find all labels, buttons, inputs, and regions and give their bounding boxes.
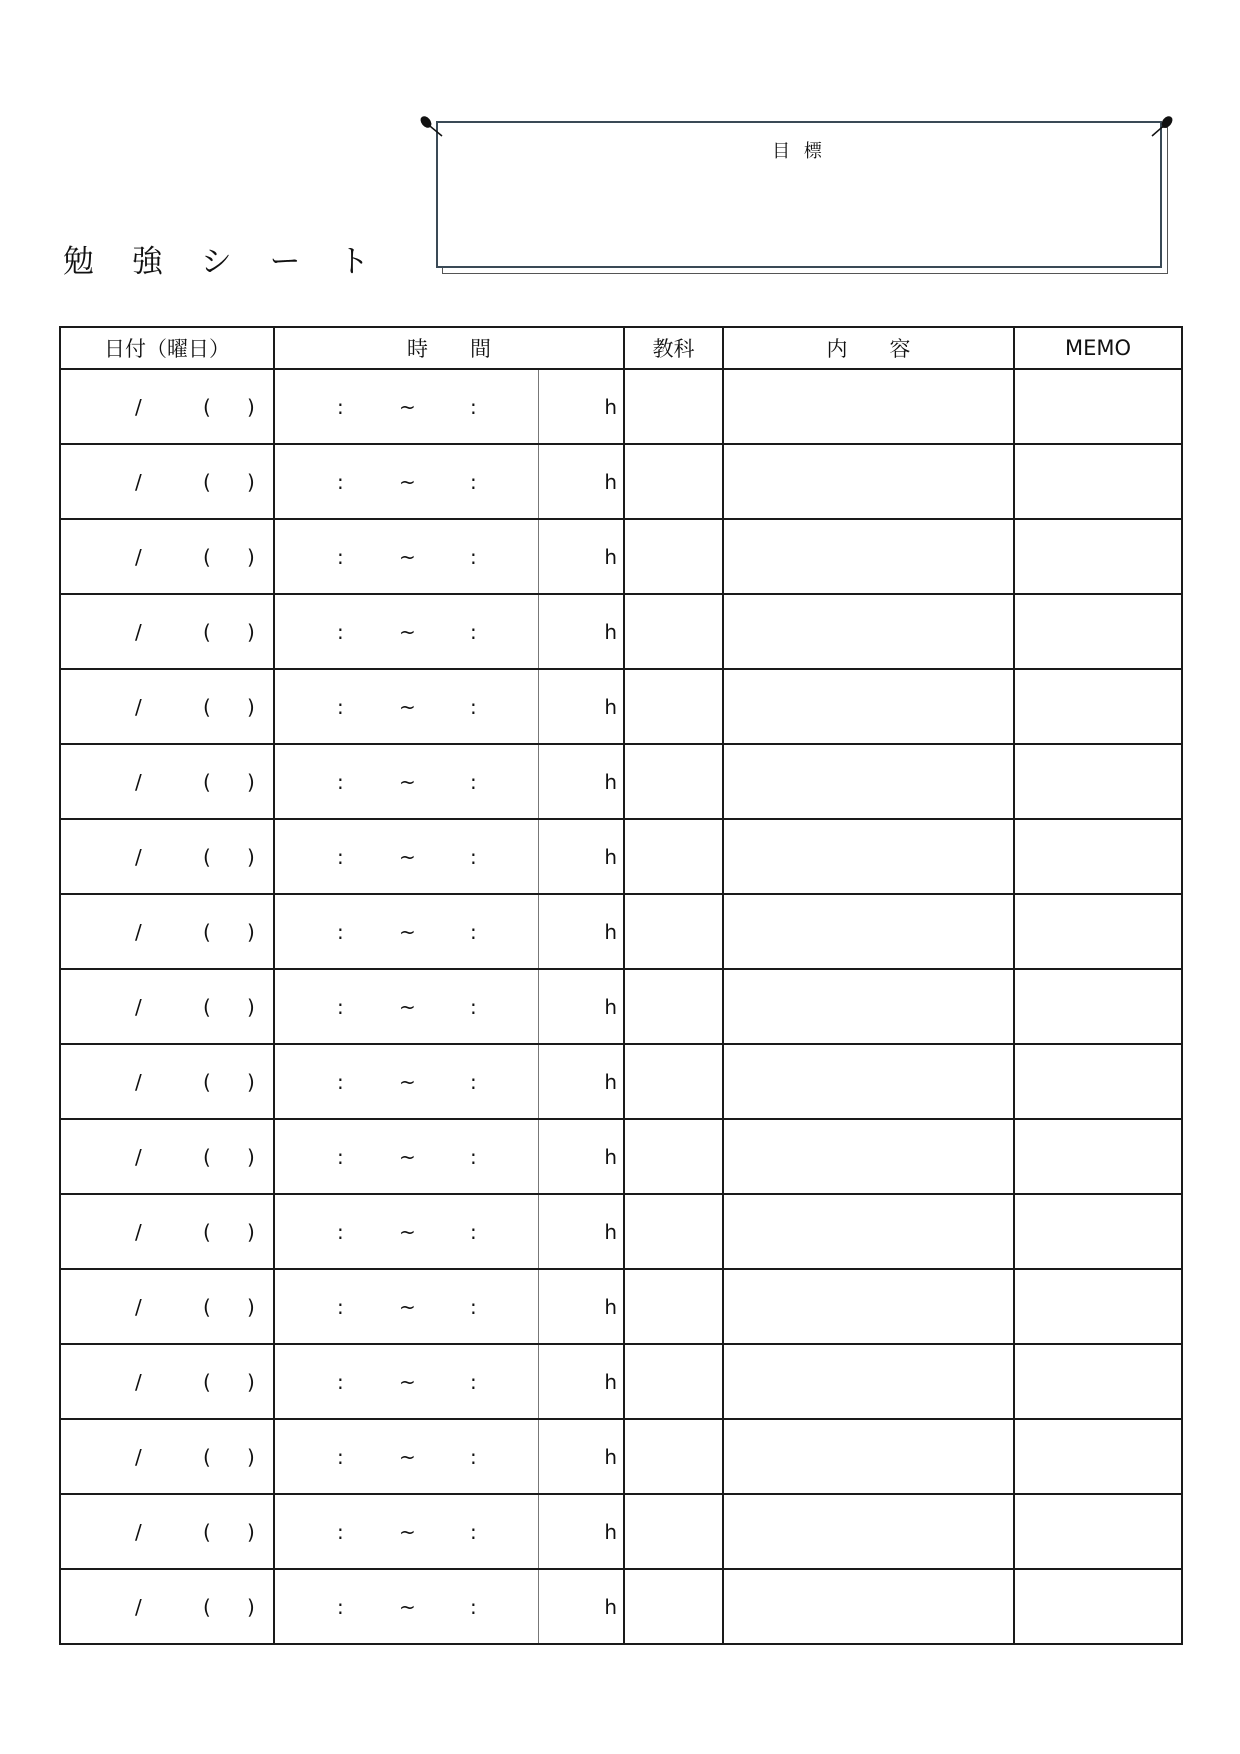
weekday-open-paren: (	[203, 469, 211, 494]
time-tilde: ~	[399, 1144, 416, 1169]
end-time-colon: :	[470, 1219, 477, 1244]
weekday-open-paren: (	[203, 1594, 211, 1619]
date-slash: /	[135, 394, 142, 419]
time-range-cell[interactable]	[274, 1269, 538, 1344]
end-time-colon: :	[470, 1519, 477, 1544]
date-cell[interactable]	[60, 1119, 274, 1194]
memo-cell[interactable]	[1014, 894, 1182, 969]
subject-cell[interactable]	[624, 1269, 723, 1344]
date-cell[interactable]	[60, 1344, 274, 1419]
memo-cell[interactable]	[1014, 744, 1182, 819]
weekday-open-paren: (	[203, 544, 211, 569]
weekday-close-paren: )	[247, 1519, 255, 1544]
content-cell[interactable]	[723, 444, 1014, 519]
hours-cell[interactable]	[538, 819, 624, 894]
hours-cell[interactable]	[538, 1419, 624, 1494]
date-cell[interactable]	[60, 519, 274, 594]
end-time-colon: :	[470, 844, 477, 869]
date-slash: /	[135, 1369, 142, 1394]
weekday-close-paren: )	[247, 1294, 255, 1319]
hours-cell[interactable]	[538, 1344, 624, 1419]
date-slash: /	[135, 769, 142, 794]
content-cell[interactable]	[723, 1269, 1014, 1344]
hours-unit: h	[604, 694, 617, 719]
pin-left-icon	[418, 114, 442, 136]
content-cell[interactable]	[723, 1494, 1014, 1569]
subject-cell[interactable]	[624, 369, 723, 444]
time-tilde: ~	[399, 1594, 416, 1619]
subject-cell[interactable]	[624, 1344, 723, 1419]
hours-cell[interactable]	[538, 1569, 624, 1644]
start-time-colon: :	[337, 1219, 344, 1244]
subject-cell[interactable]	[624, 1419, 723, 1494]
date-cell[interactable]	[60, 1044, 274, 1119]
weekday-close-paren: )	[247, 1594, 255, 1619]
content-cell[interactable]	[723, 1119, 1014, 1194]
date-slash: /	[135, 544, 142, 569]
memo-cell[interactable]	[1014, 1119, 1182, 1194]
content-cell[interactable]	[723, 519, 1014, 594]
table-row	[60, 969, 1182, 1044]
subject-cell[interactable]	[624, 819, 723, 894]
hours-unit: h	[604, 919, 617, 944]
weekday-open-paren: (	[203, 1369, 211, 1394]
hours-unit: h	[604, 844, 617, 869]
content-cell[interactable]	[723, 1419, 1014, 1494]
weekday-open-paren: (	[203, 1069, 211, 1094]
hours-unit: h	[604, 994, 617, 1019]
table-row	[60, 1194, 1182, 1269]
time-range-cell[interactable]	[274, 1119, 538, 1194]
hours-cell[interactable]	[538, 519, 624, 594]
start-time-colon: :	[337, 994, 344, 1019]
hours-cell[interactable]	[538, 1044, 624, 1119]
time-range-cell[interactable]	[274, 1044, 538, 1119]
content-cell[interactable]	[723, 1194, 1014, 1269]
date-cell[interactable]	[60, 669, 274, 744]
hours-unit: h	[604, 1219, 617, 1244]
weekday-close-paren: )	[247, 544, 255, 569]
time-range-cell[interactable]	[274, 1344, 538, 1419]
weekday-open-paren: (	[203, 694, 211, 719]
content-cell[interactable]	[723, 744, 1014, 819]
table-row	[60, 519, 1182, 594]
header-subject: 教科	[624, 327, 723, 369]
header-content: 内 容	[723, 327, 1014, 369]
date-cell[interactable]	[60, 369, 274, 444]
table-row	[60, 819, 1182, 894]
start-time-colon: :	[337, 1294, 344, 1319]
weekday-close-paren: )	[247, 694, 255, 719]
end-time-colon: :	[470, 1594, 477, 1619]
memo-cell[interactable]	[1014, 1494, 1182, 1569]
date-slash: /	[135, 469, 142, 494]
start-time-colon: :	[337, 1369, 344, 1394]
hours-unit: h	[604, 1144, 617, 1169]
date-cell[interactable]	[60, 1494, 274, 1569]
content-cell[interactable]	[723, 1344, 1014, 1419]
hours-unit: h	[604, 469, 617, 494]
hours-unit: h	[604, 1069, 617, 1094]
weekday-close-paren: )	[247, 1219, 255, 1244]
table-row	[60, 1419, 1182, 1494]
time-tilde: ~	[399, 919, 416, 944]
time-tilde: ~	[399, 694, 416, 719]
weekday-close-paren: )	[247, 1444, 255, 1469]
date-slash: /	[135, 1444, 142, 1469]
hours-cell[interactable]	[538, 594, 624, 669]
memo-cell[interactable]	[1014, 1344, 1182, 1419]
time-range-cell[interactable]	[274, 669, 538, 744]
time-range-cell[interactable]	[274, 594, 538, 669]
end-time-colon: :	[470, 619, 477, 644]
start-time-colon: :	[337, 469, 344, 494]
time-range-cell[interactable]	[274, 1569, 538, 1644]
date-cell[interactable]	[60, 894, 274, 969]
time-tilde: ~	[399, 1069, 416, 1094]
hours-unit: h	[604, 544, 617, 569]
time-range-cell[interactable]	[274, 819, 538, 894]
memo-cell[interactable]	[1014, 444, 1182, 519]
content-cell[interactable]	[723, 969, 1014, 1044]
hours-unit: h	[604, 1369, 617, 1394]
time-tilde: ~	[399, 1444, 416, 1469]
date-cell[interactable]	[60, 819, 274, 894]
time-range-cell[interactable]	[274, 444, 538, 519]
table-row	[60, 1344, 1182, 1419]
table-row	[60, 1119, 1182, 1194]
end-time-colon: :	[470, 394, 477, 419]
time-tilde: ~	[399, 1294, 416, 1319]
hours-cell[interactable]	[538, 369, 624, 444]
weekday-close-paren: )	[247, 394, 255, 419]
weekday-open-paren: (	[203, 919, 211, 944]
table-row	[60, 744, 1182, 819]
date-slash: /	[135, 844, 142, 869]
memo-cell[interactable]	[1014, 1044, 1182, 1119]
hours-cell[interactable]	[538, 444, 624, 519]
weekday-open-paren: (	[203, 994, 211, 1019]
hours-unit: h	[604, 619, 617, 644]
subject-cell[interactable]	[624, 594, 723, 669]
content-cell[interactable]	[723, 819, 1014, 894]
memo-cell[interactable]	[1014, 819, 1182, 894]
table-body	[60, 369, 1182, 1644]
start-time-colon: :	[337, 544, 344, 569]
time-tilde: ~	[399, 394, 416, 419]
hours-unit: h	[604, 1519, 617, 1544]
header-date: 日付（曜日）	[60, 327, 274, 369]
weekday-open-paren: (	[203, 844, 211, 869]
weekday-close-paren: )	[247, 769, 255, 794]
header-memo: MEMO	[1014, 327, 1182, 369]
hours-cell[interactable]	[538, 1194, 624, 1269]
end-time-colon: :	[470, 1144, 477, 1169]
date-cell[interactable]	[60, 1269, 274, 1344]
weekday-open-paren: (	[203, 1219, 211, 1244]
memo-cell[interactable]	[1014, 1419, 1182, 1494]
weekday-open-paren: (	[203, 619, 211, 644]
start-time-colon: :	[337, 1594, 344, 1619]
time-range-cell[interactable]	[274, 1419, 538, 1494]
weekday-close-paren: )	[247, 1144, 255, 1169]
subject-cell[interactable]	[624, 969, 723, 1044]
subject-cell[interactable]	[624, 1194, 723, 1269]
weekday-open-paren: (	[203, 1444, 211, 1469]
hours-cell[interactable]	[538, 1119, 624, 1194]
table-row	[60, 894, 1182, 969]
time-range-cell[interactable]	[274, 894, 538, 969]
weekday-close-paren: )	[247, 844, 255, 869]
weekday-close-paren: )	[247, 994, 255, 1019]
end-time-colon: :	[470, 694, 477, 719]
date-cell[interactable]	[60, 1569, 274, 1644]
end-time-colon: :	[470, 769, 477, 794]
content-cell[interactable]	[723, 594, 1014, 669]
subject-cell[interactable]	[624, 1569, 723, 1644]
table-header-row	[60, 327, 1182, 369]
date-cell[interactable]	[60, 444, 274, 519]
time-tilde: ~	[399, 994, 416, 1019]
start-time-colon: :	[337, 1144, 344, 1169]
start-time-colon: :	[337, 919, 344, 944]
weekday-open-paren: (	[203, 394, 211, 419]
subject-cell[interactable]	[624, 669, 723, 744]
subject-cell[interactable]	[624, 1494, 723, 1569]
start-time-colon: :	[337, 694, 344, 719]
date-slash: /	[135, 694, 142, 719]
subject-cell[interactable]	[624, 744, 723, 819]
hours-cell[interactable]	[538, 969, 624, 1044]
memo-cell[interactable]	[1014, 519, 1182, 594]
time-tilde: ~	[399, 769, 416, 794]
weekday-open-paren: (	[203, 1519, 211, 1544]
time-tilde: ~	[399, 1519, 416, 1544]
start-time-colon: :	[337, 619, 344, 644]
hours-unit: h	[604, 1594, 617, 1619]
goal-label: 目 標	[772, 141, 826, 162]
weekday-close-paren: )	[247, 469, 255, 494]
hours-cell[interactable]	[538, 1269, 624, 1344]
date-slash: /	[135, 1069, 142, 1094]
table-row	[60, 1269, 1182, 1344]
time-range-cell[interactable]	[274, 519, 538, 594]
memo-cell[interactable]	[1014, 369, 1182, 444]
date-slash: /	[135, 994, 142, 1019]
hours-cell[interactable]	[538, 894, 624, 969]
time-tilde: ~	[399, 844, 416, 869]
content-cell[interactable]	[723, 1569, 1014, 1644]
time-tilde: ~	[399, 469, 416, 494]
memo-cell[interactable]	[1014, 969, 1182, 1044]
end-time-colon: :	[470, 1294, 477, 1319]
study-table-wrap	[59, 326, 1183, 1645]
table-row	[60, 444, 1182, 519]
time-range-cell[interactable]	[274, 1494, 538, 1569]
date-slash: /	[135, 619, 142, 644]
study-table	[59, 326, 1183, 1645]
memo-cell[interactable]	[1014, 669, 1182, 744]
start-time-colon: :	[337, 394, 344, 419]
weekday-close-paren: )	[247, 1069, 255, 1094]
content-cell[interactable]	[723, 894, 1014, 969]
hours-unit: h	[604, 394, 617, 419]
memo-cell[interactable]	[1014, 594, 1182, 669]
date-cell[interactable]	[60, 1419, 274, 1494]
hours-cell[interactable]	[538, 744, 624, 819]
subject-cell[interactable]	[624, 894, 723, 969]
end-time-colon: :	[470, 994, 477, 1019]
end-time-colon: :	[470, 919, 477, 944]
table-row	[60, 1494, 1182, 1569]
date-cell[interactable]	[60, 594, 274, 669]
hours-unit: h	[604, 1294, 617, 1319]
hours-cell[interactable]	[538, 1494, 624, 1569]
subject-cell[interactable]	[624, 519, 723, 594]
end-time-colon: :	[470, 469, 477, 494]
date-cell[interactable]	[60, 1194, 274, 1269]
table-row	[60, 1569, 1182, 1644]
date-slash: /	[135, 1594, 142, 1619]
table-row	[60, 594, 1182, 669]
table-row	[60, 669, 1182, 744]
date-slash: /	[135, 1144, 142, 1169]
time-tilde: ~	[399, 1369, 416, 1394]
hours-unit: h	[604, 769, 617, 794]
hours-cell[interactable]	[538, 669, 624, 744]
table-row	[60, 369, 1182, 444]
content-cell[interactable]	[723, 669, 1014, 744]
end-time-colon: :	[470, 1444, 477, 1469]
pin-decoration	[0, 0, 1240, 300]
subject-cell[interactable]	[624, 444, 723, 519]
time-range-cell[interactable]	[274, 969, 538, 1044]
weekday-open-paren: (	[203, 769, 211, 794]
start-time-colon: :	[337, 844, 344, 869]
table-row	[60, 1044, 1182, 1119]
end-time-colon: :	[470, 1369, 477, 1394]
pin-right-icon	[1152, 114, 1175, 136]
start-time-colon: :	[337, 1069, 344, 1094]
page-title: 勉 強 シ ー ト	[63, 244, 384, 280]
date-cell[interactable]	[60, 969, 274, 1044]
weekday-open-paren: (	[203, 1294, 211, 1319]
content-cell[interactable]	[723, 1044, 1014, 1119]
start-time-colon: :	[337, 769, 344, 794]
start-time-colon: :	[337, 1444, 344, 1469]
date-slash: /	[135, 1294, 142, 1319]
hours-unit: h	[604, 1444, 617, 1469]
time-tilde: ~	[399, 544, 416, 569]
memo-cell[interactable]	[1014, 1194, 1182, 1269]
weekday-open-paren: (	[203, 1144, 211, 1169]
time-range-cell[interactable]	[274, 744, 538, 819]
time-tilde: ~	[399, 619, 416, 644]
weekday-close-paren: )	[247, 919, 255, 944]
end-time-colon: :	[470, 1069, 477, 1094]
end-time-colon: :	[470, 544, 477, 569]
time-range-cell[interactable]	[274, 1194, 538, 1269]
start-time-colon: :	[337, 1519, 344, 1544]
weekday-close-paren: )	[247, 1369, 255, 1394]
subject-cell[interactable]	[624, 1119, 723, 1194]
weekday-close-paren: )	[247, 619, 255, 644]
date-cell[interactable]	[60, 744, 274, 819]
time-tilde: ~	[399, 1219, 416, 1244]
content-cell[interactable]	[723, 369, 1014, 444]
date-slash: /	[135, 919, 142, 944]
memo-cell[interactable]	[1014, 1569, 1182, 1644]
time-range-cell[interactable]	[274, 369, 538, 444]
subject-cell[interactable]	[624, 1044, 723, 1119]
date-slash: /	[135, 1519, 142, 1544]
header-time: 時 間	[274, 327, 624, 369]
date-slash: /	[135, 1219, 142, 1244]
memo-cell[interactable]	[1014, 1269, 1182, 1344]
